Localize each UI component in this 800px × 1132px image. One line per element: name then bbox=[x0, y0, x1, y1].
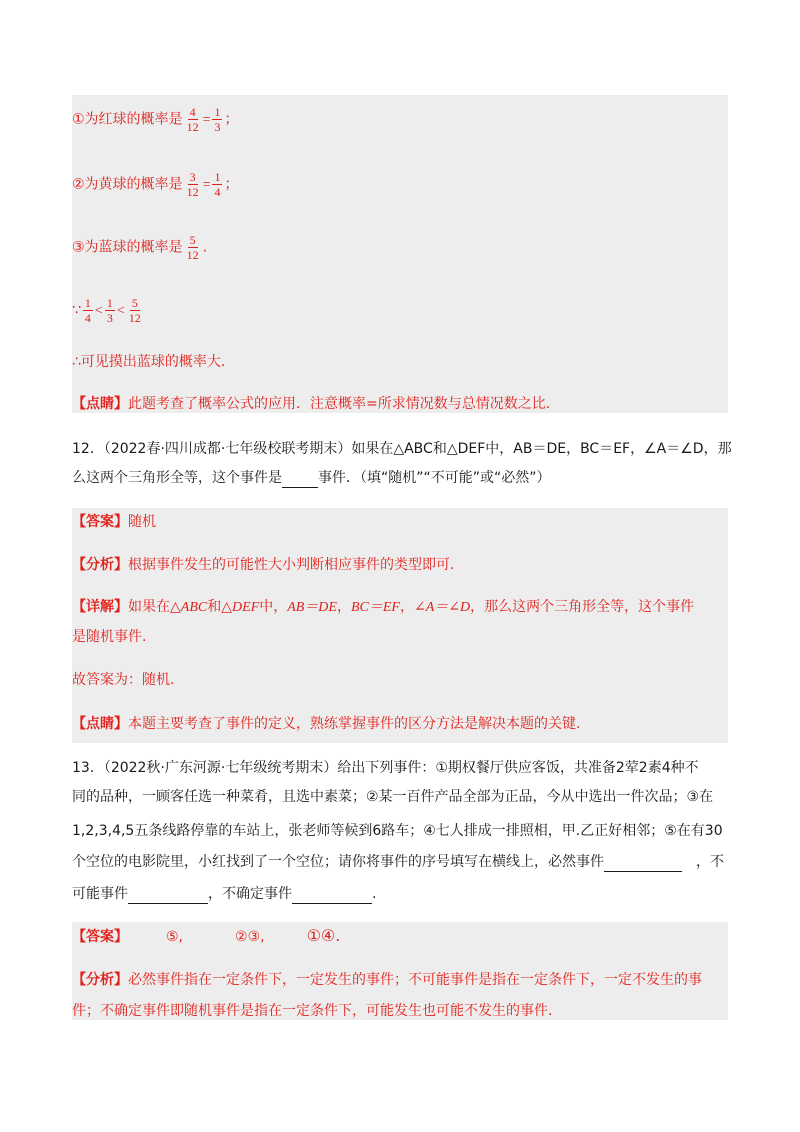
conclusion-12: 故答案为：随机. bbox=[72, 672, 175, 688]
question-13-stem: 13．（2022秋·广东河源·七年级统考期末）给出下列事件：①期权餐厅供应客饭，共准备2荤2素4种不 bbox=[72, 760, 699, 776]
solution-block-12 bbox=[72, 508, 728, 743]
answer-blank-impossible[interactable] bbox=[128, 887, 208, 904]
fraction: $\frac{4}{12}$ bbox=[186, 105, 199, 134]
solution-line-compare: ∵ $\frac{1}{4}$ < $\frac{1}{3}$ < $\frac{5}{12}$ bbox=[72, 296, 141, 325]
fraction: $\frac{1}{3}$ bbox=[106, 296, 113, 325]
fraction: $\frac{1}{4}$ bbox=[84, 296, 91, 325]
analysis-12: 【分析】根据事件发生的可能性大小判断相应事件的类型即可. bbox=[72, 557, 455, 573]
comment-12: 【点睛】本题主要考查了事件的定义，熟练掌握事件的区分方法是解决本题的关键. bbox=[72, 716, 581, 732]
comment-11: 【点睛】此题考查了概率公式的应用．注意概率=所求情况数与总情况数之比. bbox=[72, 396, 551, 412]
question-12-stem-line2: 么这两个三角形全等，这个事件是 事件．（填“随机”“不可能”或“必然”） bbox=[72, 470, 551, 486]
fraction: $\frac{1}{3}$ bbox=[214, 105, 221, 134]
fraction: $\frac{1}{4}$ bbox=[214, 170, 221, 199]
answer-blank[interactable] bbox=[282, 471, 318, 488]
detail-12-line2: 是随机事件. bbox=[72, 629, 147, 645]
fraction: $\frac{3}{12}$ bbox=[186, 170, 199, 199]
analysis-13: 【分析】必然事件指在一定条件下，一定发生的事件；不可能事件是指在一定条件下，一定不发生的事 bbox=[72, 972, 702, 988]
answer-blank-uncertain[interactable] bbox=[292, 887, 372, 904]
solution-conclusion: ∴可见摸出蓝球的概率大. bbox=[72, 354, 226, 370]
question-13-stem-line5: 可能事件 ，不确定事件 . bbox=[72, 886, 377, 902]
fraction: $\frac{5}{12}$ bbox=[128, 296, 141, 325]
question-13-stem-line2: 同的品种，一顾客任选一种菜肴，且选中素菜；②某一百件产品全部为正品，今从中选出一件次品；③在 bbox=[72, 789, 714, 805]
fraction: $\frac{5}{12}$ bbox=[186, 233, 199, 262]
answer-12: 【答案】随机 bbox=[72, 514, 156, 530]
question-12-stem: 12．（2022春·四川成都·七年级校联考期末）如果在△ABC和△DEF中，AB＝DE，BC＝EF，∠A＝∠D，那 bbox=[72, 441, 732, 457]
solution-line-red: ①为红球的概率是 $\frac{4}{12}$ = $\frac{1}{3}$ ； bbox=[72, 105, 239, 134]
answer-13: 【答案】 ⑤, ②③, ①④. bbox=[72, 926, 341, 945]
question-13-stem-line3: 1,2,3,4,5五条线路停靠的车站上，张老师等候到6路车；④七人排成一排照相，甲.乙正好相邻；⑤在有30 bbox=[72, 823, 723, 839]
solution-line-blue: ③为蓝球的概率是 $\frac{5}{12}$ . bbox=[72, 233, 208, 262]
answer-blank-certain[interactable] bbox=[604, 855, 682, 872]
analysis-13-line2: 件；不确定事件即随机事件是指在一定条件下，可能发生也可能不发生的事件. bbox=[72, 1003, 553, 1019]
question-13-stem-line4: 个空位的电影院里，小红找到了一个空位；请你将事件的序号填写在横线上，必然事件 ，不 bbox=[72, 854, 724, 870]
detail-12: 【详解】如果在△ABC和△DEF中，AB＝DE，BC＝EF，∠A＝∠D，那么这两个三角形全等，这个事件 bbox=[72, 599, 695, 615]
solution-line-yellow: ②为黄球的概率是 $\frac{3}{12}$ = $\frac{1}{4}$ ； bbox=[72, 170, 239, 199]
